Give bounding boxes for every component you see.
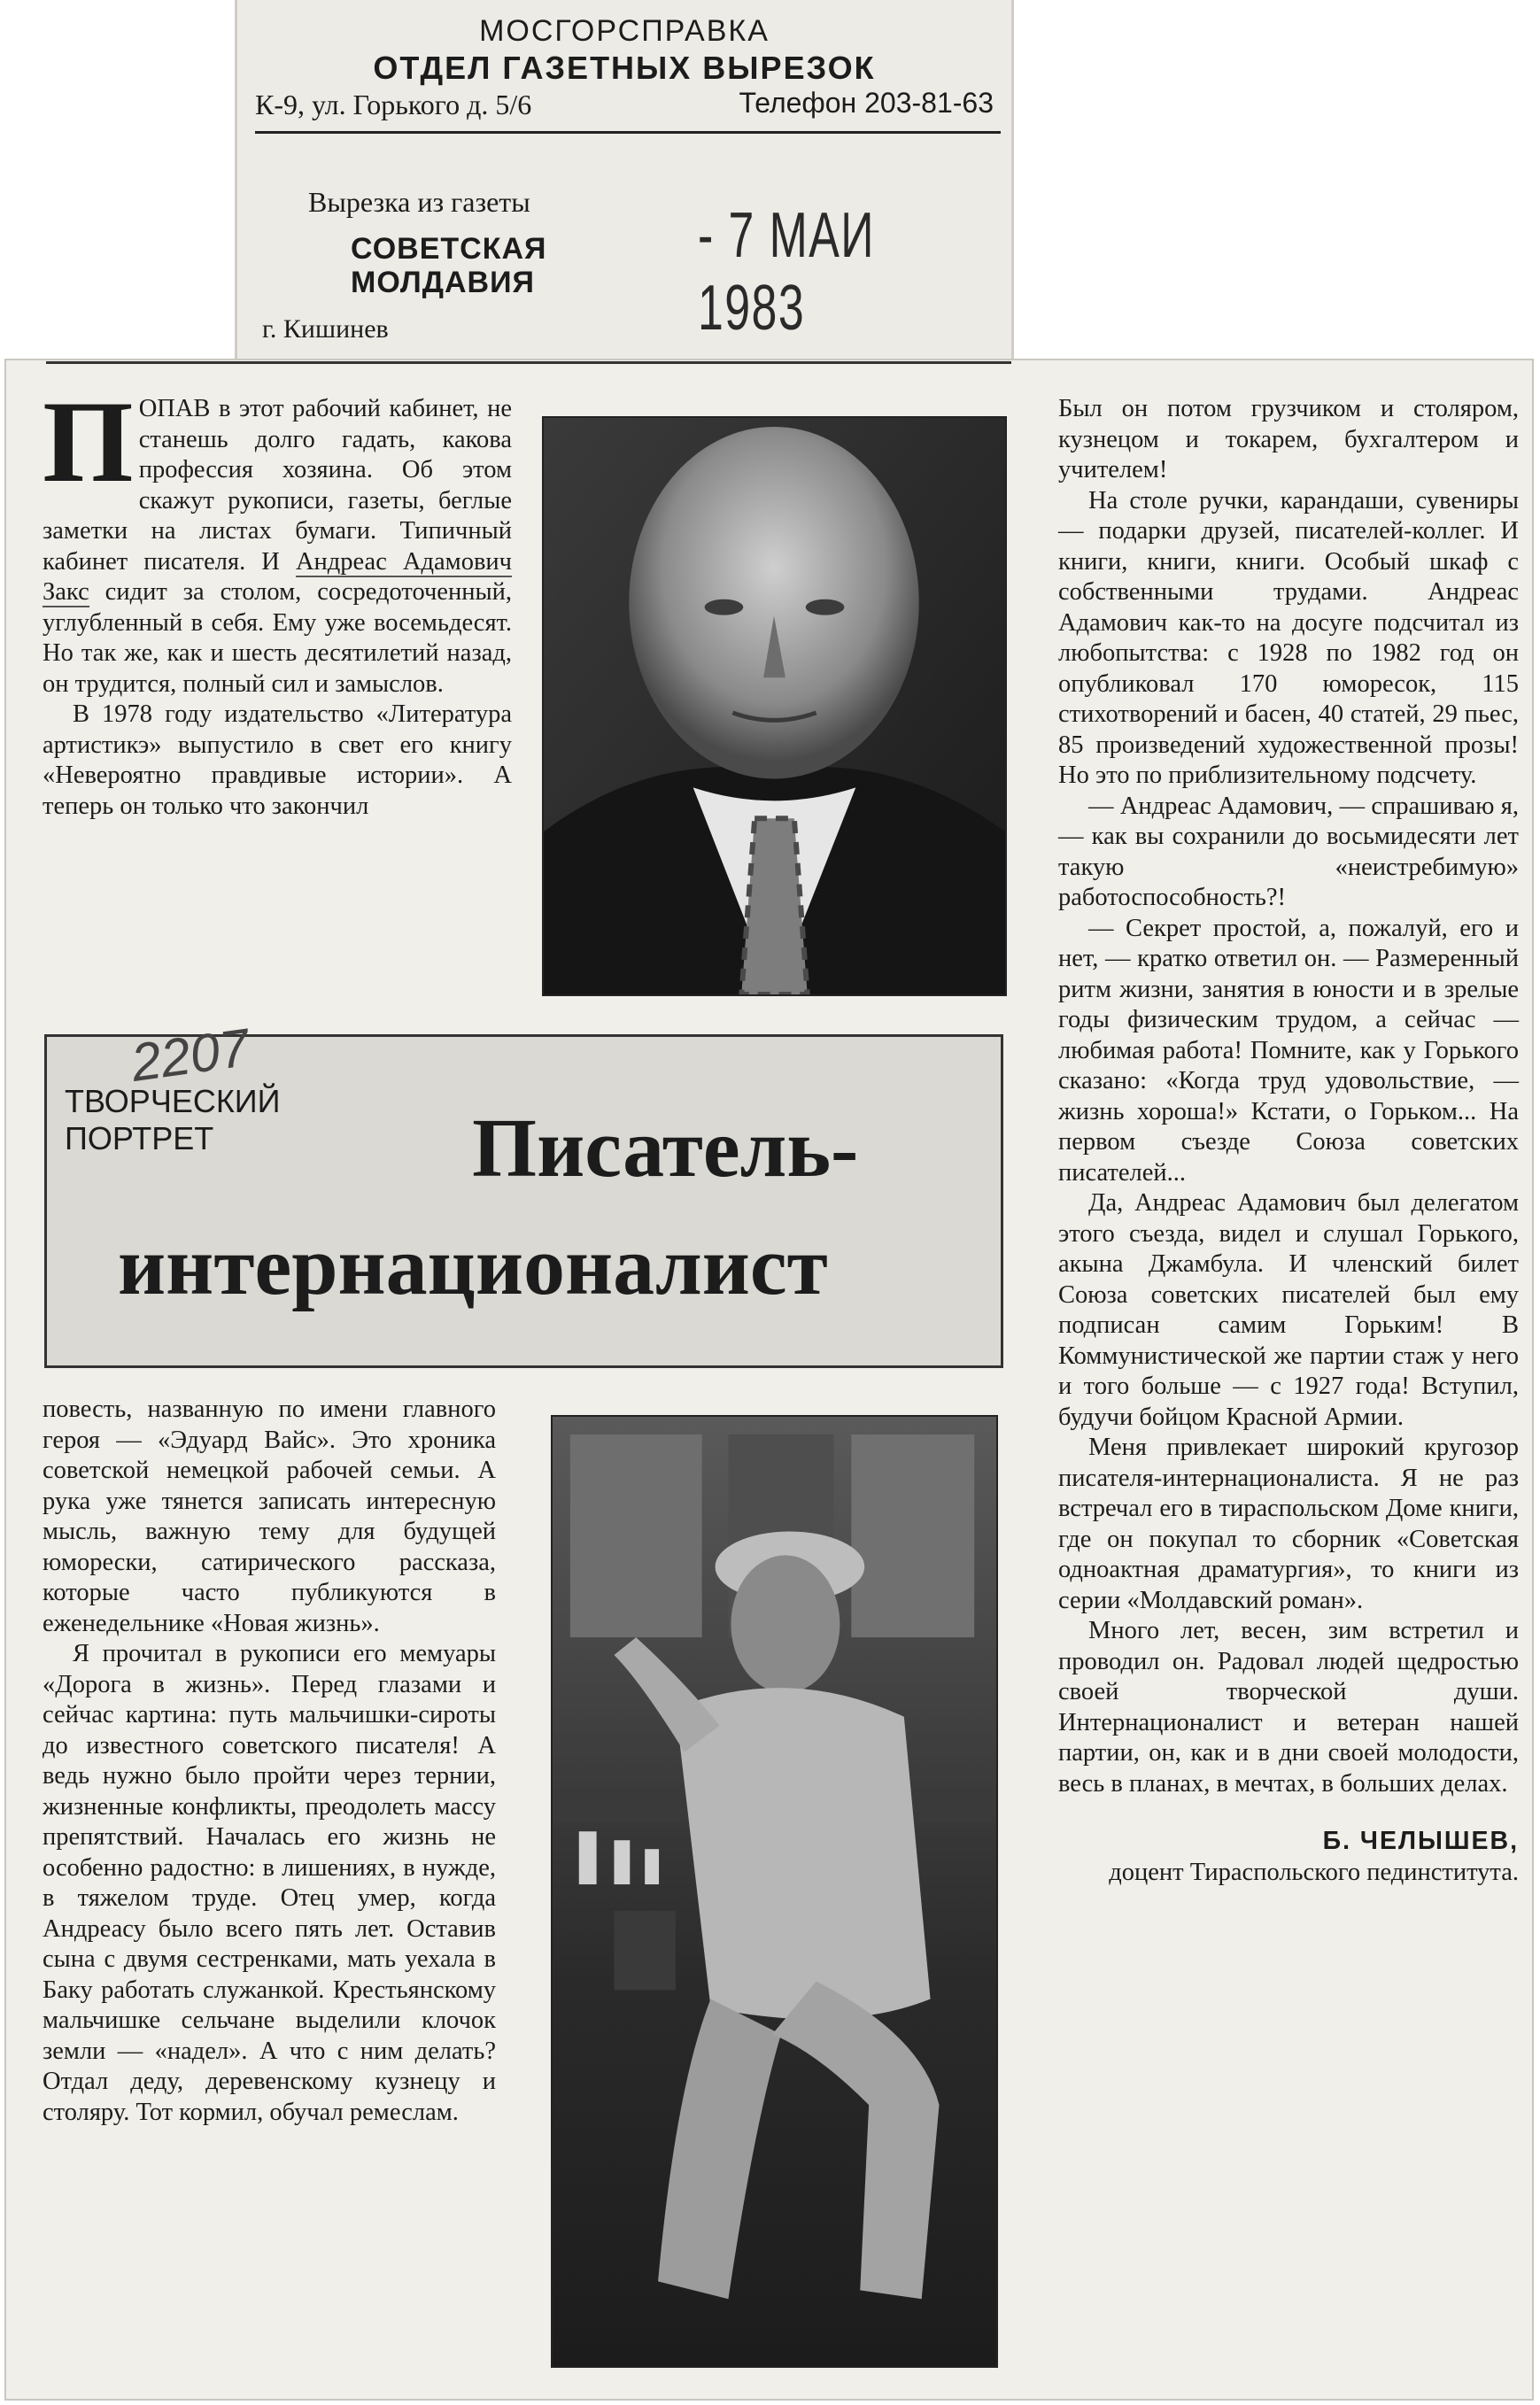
clipping-stamp xyxy=(235,0,1014,367)
article-paragraph: На столе ручки, карандаши, сувениры — подарки друзей, писателей-коллег. И книги, книги, книги. Особый шкаф с собственными трудами. Андреас Адамович как-то на досуге подсчитал из любопытства: с 1928 по 1982 год он опубликовал 170 юморесок, 115 стихотворений и басен, 40 статей, 29 пьес, 85 произведений художественной прозы! Но это по приблизительному подсчету. xyxy=(1058,486,1519,789)
drop-cap: П xyxy=(43,376,134,507)
rubric-label xyxy=(65,1083,281,1157)
article-paragraph: Я прочитал в рукописи его мемуары «Дорога в жизнь». Перед глазами и сейчас картина: путь мальчишки-сироты до известного советского писателя! А ведь нужно было пройти через тернии, жизненные конфликты, преодолеть массу препятствий. Началась его жизнь не особенно радостно: в лишениях, в нужде, в тяжелом труде. Отец умер, когда Андреасу было всего пять лет. Оставив сына с двумя сестренками, мать уехала в Баку работать служанкой. Крестьянскому мальчишке сельчане выделили клочок земли — «надел». А что с ним делать? Отдал деду, деревенскому кузнецу и столяру. Тот кормил, обучал ремеслам. xyxy=(43,1640,496,2126)
newspaper-name xyxy=(351,232,546,299)
article-paragraph: Меня привлекает широкий кругозор писателя-интернационалиста. Я не раз встречал его в тираспольском Доме книги, где он покупал то сборник «Советская одноактная драматургия», то книги из серии «Молдавский роман». xyxy=(1058,1434,1519,1614)
article-paragraph: В 1978 году издательство «Литература артистикэ» выпустило в свет его книгу «Невероятно правдивые истории». А теперь он только что закончил xyxy=(43,700,512,820)
author-name-underlined: Андреас Адамович Закс xyxy=(43,547,512,606)
article-paragraph: — Андреас Адамович, — спрашиваю я, — как вы сохранили до восьмидесяти лет такую «неистребимую» работоспособность?! xyxy=(1058,792,1519,911)
headline-box xyxy=(44,1017,1003,1368)
handwritten-number: 2207 xyxy=(127,1017,253,1093)
stamp-divider xyxy=(255,131,1001,134)
clipping-top-rule xyxy=(46,361,1011,364)
author-signature xyxy=(1058,1826,1519,1858)
article-column-3 xyxy=(1058,394,1519,1888)
author-name: Б. ЧЕЛЫШЕВ, xyxy=(1322,1827,1519,1855)
author-title: доцент Тираспольского пединститута. xyxy=(1109,1858,1519,1886)
newspaper-name-line1: СОВЕТСКАЯ xyxy=(351,232,547,266)
headline-line2: интернационалист xyxy=(118,1220,828,1312)
article-paragraph: ПОПАВ в этот рабочий кабинет, не станешь долго гадать, какова профессия хозяина. Об этом скажут рукописи, газеты, беглые заметки на листах бумаги. Типичный кабинет писателя. И Андреас Адамович Закс сидит за столом, сосредоточенный, углубленный в себя. Ему уже восемьдесят. Но так же, как и шесть десятилетий назад, он трудится, полный сил и замыслов. xyxy=(43,376,512,698)
date-stamp: - 7 МАИ 1983 xyxy=(698,200,876,344)
article-column-1-bottom xyxy=(43,1395,496,2128)
archive-photo xyxy=(551,1415,998,2368)
stamp-city: г. Кишинев xyxy=(262,314,389,344)
portrait-photo xyxy=(542,416,1007,996)
article-paragraph: Был он потом грузчиком и столяром, кузнецом и токарем, бухгалтером и учителем! xyxy=(1058,395,1519,483)
clipping-label: Вырезка из газеты xyxy=(308,186,530,218)
department-name: ОТДЕЛ ГАЗЕТНЫХ ВЫРЕЗОК xyxy=(373,50,876,86)
article-paragraph: Да, Андреас Адамович был делегатом этого съезда, видел и слушал Горького, акына Джамбула. И членский билет Союза советских писателей был ему подписан самим Горьким! В Коммунистической же партии стаж у него и того больше — с 1927 года! Вступил, будучи бойцом Красной Армии. xyxy=(1058,1189,1519,1431)
rubric-line1: ТВОРЧЕСКИЙ xyxy=(65,1083,281,1119)
newspaper-name-line2: МОЛДАВИЯ xyxy=(351,266,535,299)
agency-name: МОСГОРСПРАВКА xyxy=(479,14,770,48)
article-column-1-top xyxy=(43,376,512,822)
article-paragraph: — Секрет простой, а, пожалуй, его и нет, — кратко ответил он. — Размеренный ритм жизни, занятия в юности и в зрелые годы физическим трудом, а сейчас — любимая работа! Помните, как у Горького сказано: «Когда труд удовольствие, — жизнь хороша!» Кстати, о Горьком... На первом съезде Союза советских писателей... xyxy=(1058,914,1519,1187)
rubric-line2: ПОРТРЕТ xyxy=(65,1120,214,1156)
headline-line1: Писатель- xyxy=(472,1102,859,1195)
stamp-address: К-9, ул. Горького д. 5/6 xyxy=(255,89,532,120)
stamp-phone: Телефон 203-81-63 xyxy=(739,87,994,119)
article-paragraph: Много лет, весен, зим встретил и проводил он. Радовал людей щедростью своей творческой души. Интернационалист и ветеран нашей партии, он, как и в дни своей молодости, весь в планах, в мечтах, в больших делах. xyxy=(1058,1617,1519,1798)
article-paragraph: повесть, названную по имени главного героя — «Эдуард Вайс». Это хроника советской немецкой рабочей семьи. А рука уже тянется записать интересную мысль, важную тему для будущей юморески, сатирического рассказа, которые часто публикуются в еженедельнике «Новая жизнь». xyxy=(43,1396,496,1637)
